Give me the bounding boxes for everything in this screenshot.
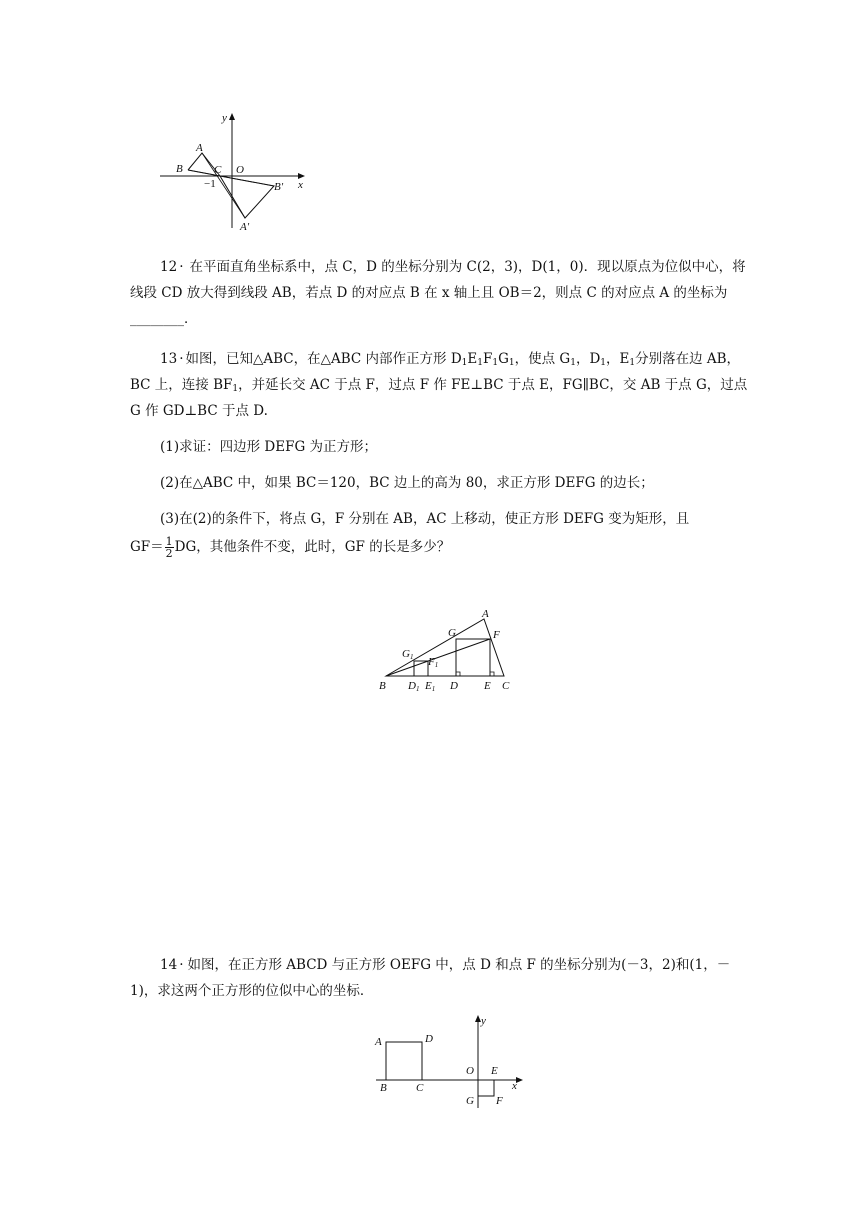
q14-text: 如图，在正方形 ABCD 与正方形 OEFG 中，点 D 和点 F 的坐标分别为(－3，2)和(1，－1)，求这两个正方形的位似中心的坐标．: [130, 957, 731, 999]
question-13: [130, 346, 750, 560]
label-x: x: [298, 179, 303, 191]
label-a: A: [196, 142, 203, 154]
question-12: 12 · 在平面直角坐标系中，点 C，D 的坐标分别为 C(2，3)，D(1，0)．现以原点为位似中心，将线段 CD 放大得到线段 AB，若点 D 的对应点 B 在 x 轴上且 OB＝2，则点 C 的对应点 A 的坐标为________．: [130, 259, 746, 327]
triangle-apbpc: [220, 176, 274, 218]
y-axis-arrow: [229, 113, 235, 120]
label-y: y: [481, 1015, 486, 1027]
q13-intro: 13 · 如图，已知△ABC，在△ABC 内部作正方形 $D_1E_1F_1G_1$，使点 $G_1$，$D_1$，$E_1$分别落在边 AB，BC 上，连接 $BF_1$，并延长交 AC 于点 F，过点 F 作 FE⊥BC 于点 E，FG∥BC，交 AB 于点 G，过点 G 作 GD⊥BC 于点 D.: [130, 351, 748, 419]
figure-triangle-homothety: [150, 108, 320, 234]
fraction-one-half: $\frac{1}{2}$: [165, 535, 173, 560]
label-b: B: [379, 680, 386, 692]
label-a: A: [482, 608, 489, 620]
label-g: G: [448, 627, 456, 639]
label-o: O: [236, 164, 244, 176]
label-x: x: [512, 1080, 517, 1092]
q13-part3-cont: GF＝ $\frac{1}{2}$ DG，其他条件不变，此时，GF 的长是多少？: [130, 535, 451, 560]
label-a: A: [375, 1036, 382, 1048]
label-e: E: [484, 680, 491, 692]
label-e: E: [491, 1065, 498, 1077]
label-a-prime: A′: [240, 221, 250, 233]
label-b: B: [176, 163, 183, 175]
label-g1: G1: [402, 648, 414, 661]
label-d: D: [450, 680, 458, 692]
label-f: F: [496, 1095, 503, 1107]
q14-number: 14: [160, 957, 178, 973]
label-o: O: [466, 1065, 474, 1077]
label-b-prime: B′: [274, 181, 284, 193]
label-b: B: [380, 1082, 387, 1094]
q12-number: 12: [160, 259, 178, 275]
q12-text: 在平面直角坐标系中，点 C，D 的坐标分别为 C(2，3)，D(1，0)．现以原点为位似中心，将线段 CD 放大得到线段 AB，若点 D 的对应点 B 在 x 轴上且 OB＝2，则点 C 的对应点 A 的坐标为________．: [130, 259, 746, 327]
square-abcd: [386, 1042, 422, 1080]
figure-two-squares: [370, 1012, 535, 1112]
label-d: D: [425, 1033, 433, 1045]
label-neg1: −1: [204, 178, 216, 190]
label-d1: D1: [408, 680, 420, 693]
label-y: y: [222, 112, 227, 124]
label-c: C: [502, 680, 510, 692]
label-f1: F1: [428, 656, 439, 669]
question-14: 14 · 如图，在正方形 ABCD 与正方形 OEFG 中，点 D 和点 F 的坐标分别为(－3，2)和(1，－1)，求这两个正方形的位似中心的坐标．: [130, 957, 731, 999]
q13-part1: (1)求证：四边形 DEFG 为正方形；: [160, 439, 378, 455]
label-g: G: [466, 1095, 474, 1107]
q13-part3: (3)在(2)的条件下，将点 G，F 分别在 AB，AC 上移动，使正方形 DEFG 变为矩形，且: [160, 511, 690, 527]
label-e1: E1: [425, 680, 436, 693]
x-axis-arrow: [516, 1077, 523, 1083]
label-c: C: [416, 1082, 424, 1094]
square-oefg: [478, 1080, 494, 1096]
label-f: F: [493, 629, 500, 641]
label-c: C: [214, 164, 222, 176]
q13-part2: (2)在△ABC 中，如果 BC＝120，BC 边上的高为 80，求正方形 DEFG 的边长；: [160, 475, 654, 491]
figure-squares-in-triangle: [374, 604, 524, 694]
